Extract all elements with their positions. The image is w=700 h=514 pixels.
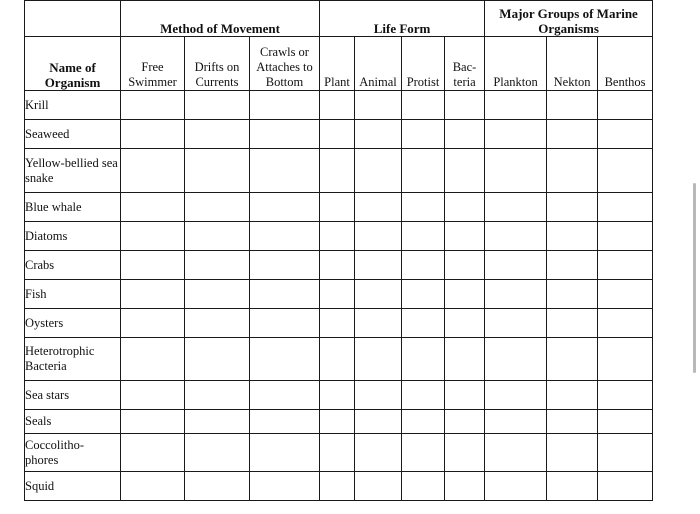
table-row (25, 338, 653, 381)
answer-cell[interactable] (121, 472, 185, 501)
organism-name: Yellow-bellied sea snake (25, 149, 121, 193)
answer-cell[interactable] (547, 193, 598, 222)
answer-cell[interactable] (547, 120, 598, 149)
table-row (25, 410, 653, 434)
answer-cell[interactable] (598, 381, 653, 410)
organism-name: Crabs (25, 251, 121, 280)
answer-cell[interactable] (121, 120, 185, 149)
table-row (25, 222, 653, 251)
answer-cell[interactable] (121, 309, 185, 338)
answer-cell[interactable] (320, 193, 355, 222)
answer-cell[interactable] (485, 251, 547, 280)
answer-cell[interactable] (185, 280, 250, 309)
answer-cell[interactable] (485, 338, 547, 381)
header-name-of-organism (25, 37, 121, 91)
answer-cell[interactable] (185, 222, 250, 251)
answer-cell[interactable] (185, 251, 250, 280)
answer-cell[interactable] (185, 410, 250, 434)
organism-name: Squid (25, 472, 121, 501)
organism-name: Blue whale (25, 193, 121, 222)
answer-cell[interactable] (320, 149, 355, 193)
answer-cell[interactable] (598, 472, 653, 501)
answer-cell[interactable] (402, 410, 445, 434)
table-row (25, 381, 653, 410)
answer-cell[interactable] (547, 251, 598, 280)
header-crawls-label: Crawls or Attaches to Bottom (256, 45, 313, 89)
answer-cell[interactable] (598, 410, 653, 434)
answer-cell[interactable] (320, 120, 355, 149)
answer-cell[interactable] (121, 381, 185, 410)
answer-cell[interactable] (445, 434, 485, 472)
answer-cell[interactable] (598, 91, 653, 120)
answer-cell[interactable] (250, 120, 320, 149)
answer-cell[interactable] (402, 193, 445, 222)
answer-cell[interactable] (355, 280, 402, 309)
answer-cell[interactable] (355, 410, 402, 434)
answer-cell[interactable] (445, 149, 485, 193)
table-row (25, 280, 653, 309)
answer-cell[interactable] (485, 222, 547, 251)
answer-cell[interactable] (121, 251, 185, 280)
answer-cell[interactable] (485, 280, 547, 309)
table-row (25, 149, 653, 193)
organism-name: Coccolitho- phores (25, 434, 121, 472)
answer-cell[interactable] (445, 280, 485, 309)
answer-cell[interactable] (485, 472, 547, 501)
header-plankton: Plankton (485, 37, 547, 91)
answer-cell[interactable] (121, 338, 185, 381)
organism-name: Krill (25, 91, 121, 120)
answer-cell[interactable] (355, 381, 402, 410)
table-row (25, 434, 653, 472)
answer-cell[interactable] (121, 91, 185, 120)
answer-cell[interactable] (185, 193, 250, 222)
answer-cell[interactable] (320, 338, 355, 381)
header-plant: Plant (320, 37, 355, 91)
answer-cell[interactable] (485, 91, 547, 120)
organism-name: Heterotrophic Bacteria (25, 338, 121, 381)
answer-cell[interactable] (445, 251, 485, 280)
answer-cell[interactable] (121, 280, 185, 309)
answer-cell[interactable] (320, 280, 355, 309)
answer-cell[interactable] (250, 410, 320, 434)
answer-cell[interactable] (402, 149, 445, 193)
header-nekton: Nekton (547, 37, 598, 91)
answer-cell[interactable] (402, 251, 445, 280)
answer-cell[interactable] (402, 434, 445, 472)
answer-cell[interactable] (250, 193, 320, 222)
answer-cell[interactable] (485, 434, 547, 472)
vertical-scrollbar[interactable] (693, 183, 696, 373)
header-life-form: Life Form (320, 1, 485, 37)
header-benthos: Benthos (598, 37, 653, 91)
header-protist: Protist (402, 37, 445, 91)
answer-cell[interactable] (185, 120, 250, 149)
answer-cell[interactable] (445, 410, 485, 434)
answer-cell[interactable] (598, 309, 653, 338)
answer-cell[interactable] (547, 434, 598, 472)
answer-cell[interactable] (402, 280, 445, 309)
answer-cell[interactable] (445, 193, 485, 222)
table-row (25, 120, 653, 149)
table-row (25, 251, 653, 280)
answer-cell[interactable] (445, 120, 485, 149)
answer-cell[interactable] (445, 472, 485, 501)
answer-cell[interactable] (485, 309, 547, 338)
answer-cell[interactable] (598, 338, 653, 381)
answer-cell[interactable] (121, 222, 185, 251)
table-row (25, 91, 653, 120)
answer-cell[interactable] (598, 120, 653, 149)
answer-cell[interactable] (250, 338, 320, 381)
answer-cell[interactable] (250, 91, 320, 120)
header-method-of-movement: Method of Movement (121, 1, 320, 37)
organism-name: Seals (25, 410, 121, 434)
answer-cell[interactable] (250, 381, 320, 410)
answer-cell[interactable] (250, 472, 320, 501)
answer-cell[interactable] (485, 149, 547, 193)
header-drifts-on-currents (185, 37, 250, 91)
header-crawls-or-attaches (250, 37, 320, 91)
answer-cell[interactable] (547, 472, 598, 501)
answer-cell[interactable] (250, 280, 320, 309)
answer-cell[interactable] (185, 381, 250, 410)
header-major-groups (485, 1, 653, 37)
answer-cell[interactable] (320, 309, 355, 338)
organism-name: Diatoms (25, 222, 121, 251)
answer-cell[interactable] (598, 149, 653, 193)
answer-cell[interactable] (598, 193, 653, 222)
answer-cell[interactable] (320, 91, 355, 120)
answer-cell[interactable] (121, 149, 185, 193)
answer-cell[interactable] (485, 381, 547, 410)
answer-cell[interactable] (547, 91, 598, 120)
answer-cell[interactable] (320, 251, 355, 280)
answer-cell[interactable] (598, 251, 653, 280)
answer-cell[interactable] (355, 91, 402, 120)
header-animal: Animal (355, 37, 402, 91)
answer-cell[interactable] (402, 309, 445, 338)
answer-cell[interactable] (598, 222, 653, 251)
answer-cell[interactable] (598, 434, 653, 472)
answer-cell[interactable] (121, 434, 185, 472)
answer-cell[interactable] (250, 309, 320, 338)
answer-cell[interactable] (402, 91, 445, 120)
answer-cell[interactable] (355, 251, 402, 280)
answer-cell[interactable] (185, 91, 250, 120)
answer-cell[interactable] (547, 309, 598, 338)
answer-cell[interactable] (250, 251, 320, 280)
answer-cell[interactable] (402, 120, 445, 149)
answer-cell[interactable] (320, 410, 355, 434)
answer-cell[interactable] (485, 410, 547, 434)
answer-cell[interactable] (320, 472, 355, 501)
organism-classification-table (24, 0, 653, 501)
organism-name: Seaweed (25, 120, 121, 149)
header-free-swimmer-label: Free Swimmer (128, 60, 177, 89)
header-bacteria-label: Bac- teria (452, 60, 477, 89)
header-free-swimmer (121, 37, 185, 91)
answer-cell[interactable] (250, 222, 320, 251)
answer-cell[interactable] (547, 149, 598, 193)
answer-cell[interactable] (547, 410, 598, 434)
table-row (25, 193, 653, 222)
answer-cell[interactable] (598, 280, 653, 309)
answer-cell[interactable] (445, 338, 485, 381)
answer-cell[interactable] (402, 338, 445, 381)
answer-cell[interactable] (445, 91, 485, 120)
header-major-groups-label: Major Groups of Marine Organisms (499, 6, 638, 36)
answer-cell[interactable] (121, 410, 185, 434)
answer-cell[interactable] (445, 381, 485, 410)
answer-cell[interactable] (445, 222, 485, 251)
answer-cell[interactable] (355, 472, 402, 501)
answer-cell[interactable] (185, 149, 250, 193)
answer-cell[interactable] (547, 338, 598, 381)
answer-cell[interactable] (355, 193, 402, 222)
answer-cell[interactable] (402, 222, 445, 251)
answer-cell[interactable] (547, 222, 598, 251)
answer-cell[interactable] (547, 280, 598, 309)
answer-cell[interactable] (185, 472, 250, 501)
answer-cell[interactable] (185, 309, 250, 338)
header-drifts-label: Drifts on Currents (194, 60, 240, 89)
answer-cell[interactable] (445, 309, 485, 338)
answer-cell[interactable] (355, 120, 402, 149)
answer-cell[interactable] (355, 222, 402, 251)
answer-cell[interactable] (485, 193, 547, 222)
blank-header-cell (25, 1, 121, 37)
answer-cell[interactable] (355, 338, 402, 381)
answer-cell[interactable] (355, 309, 402, 338)
answer-cell[interactable] (320, 222, 355, 251)
answer-cell[interactable] (320, 434, 355, 472)
organism-name: Oysters (25, 309, 121, 338)
answer-cell[interactable] (402, 381, 445, 410)
answer-cell[interactable] (185, 338, 250, 381)
answer-cell[interactable] (402, 472, 445, 501)
table-row (25, 472, 653, 501)
answer-cell[interactable] (355, 149, 402, 193)
header-name-label: Name of Organism (44, 60, 101, 90)
answer-cell[interactable] (320, 381, 355, 410)
answer-cell[interactable] (185, 434, 250, 472)
answer-cell[interactable] (250, 149, 320, 193)
organism-name: Fish (25, 280, 121, 309)
answer-cell[interactable] (547, 381, 598, 410)
organism-name: Sea stars (25, 381, 121, 410)
answer-cell[interactable] (121, 193, 185, 222)
table-row (25, 309, 653, 338)
answer-cell[interactable] (250, 434, 320, 472)
answer-cell[interactable] (355, 434, 402, 472)
answer-cell[interactable] (485, 120, 547, 149)
header-bacteria (445, 37, 485, 91)
